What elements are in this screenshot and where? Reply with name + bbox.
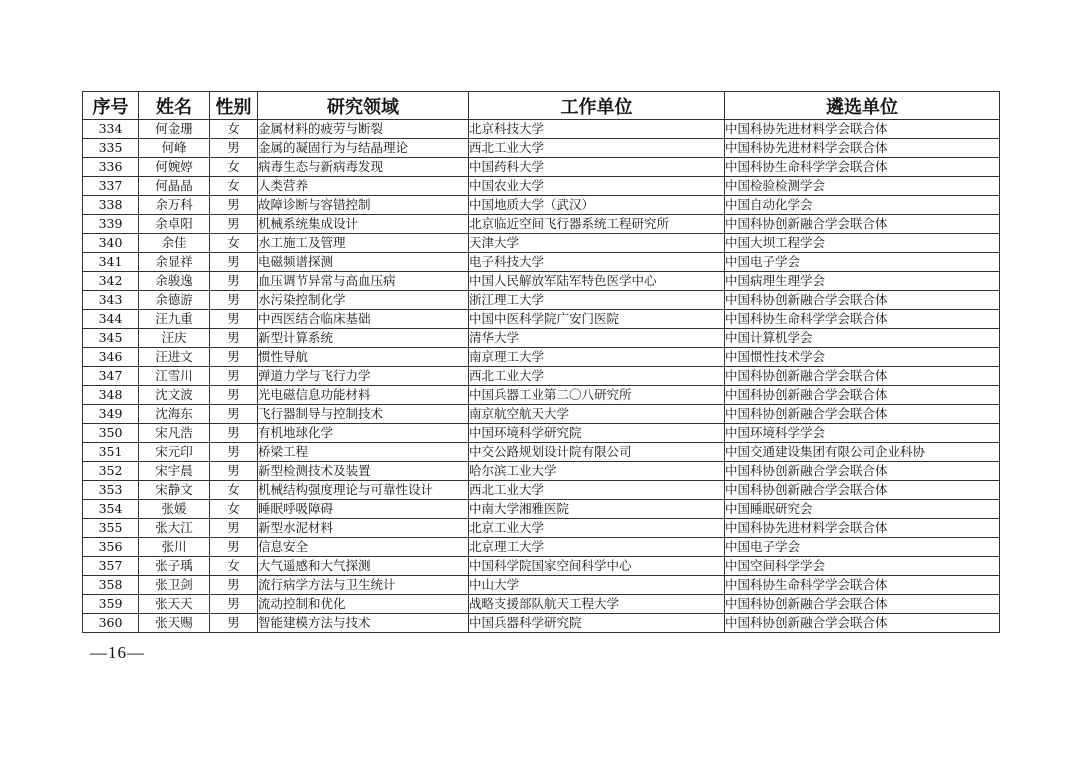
cell-name: 余骏逸 [139, 272, 210, 291]
cell-gender: 男 [210, 595, 258, 614]
cell-work-unit: 浙江理工大学 [469, 291, 725, 310]
cell-work-unit: 中国地质大学（武汉） [469, 196, 725, 215]
header-gender: 性别 [210, 92, 258, 120]
cell-research-field: 流行病学方法与卫生统计 [258, 576, 469, 595]
cell-name: 张天天 [139, 595, 210, 614]
table-row [83, 120, 1000, 139]
cell-name: 张卫剑 [139, 576, 210, 595]
cell-serial: 358 [83, 576, 139, 595]
cell-name: 张大江 [139, 519, 210, 538]
cell-selection-unit: 中国惯性技术学会 [725, 348, 1000, 367]
cell-name: 张子瑀 [139, 557, 210, 576]
table-row [83, 595, 1000, 614]
cell-gender: 男 [210, 196, 258, 215]
cell-selection-unit: 中国睡眠研究会 [725, 500, 1000, 519]
cell-serial: 347 [83, 367, 139, 386]
cell-serial: 337 [83, 177, 139, 196]
cell-serial: 355 [83, 519, 139, 538]
cell-work-unit: 中国兵器科学研究院 [469, 614, 725, 633]
cell-research-field: 电磁频谱探测 [258, 253, 469, 272]
cell-selection-unit: 中国检验检测学会 [725, 177, 1000, 196]
cell-selection-unit: 中国科协先进材料学会联合体 [725, 120, 1000, 139]
cell-name: 余卓阳 [139, 215, 210, 234]
cell-gender: 男 [210, 215, 258, 234]
cell-gender: 女 [210, 557, 258, 576]
cell-gender: 男 [210, 538, 258, 557]
table-row [83, 424, 1000, 443]
cell-research-field: 流动控制和优化 [258, 595, 469, 614]
cell-gender: 男 [210, 614, 258, 633]
cell-gender: 女 [210, 234, 258, 253]
cell-name: 何晶晶 [139, 177, 210, 196]
cell-gender: 男 [210, 139, 258, 158]
cell-serial: 342 [83, 272, 139, 291]
cell-selection-unit: 中国科协创新融合学会联合体 [725, 595, 1000, 614]
cell-name: 宋凡浩 [139, 424, 210, 443]
selection-table [82, 91, 1000, 633]
cell-research-field: 机械结构强度理论与可靠性设计 [258, 481, 469, 500]
cell-serial: 348 [83, 386, 139, 405]
cell-work-unit: 电子科技大学 [469, 253, 725, 272]
cell-research-field: 新型检测技术及装置 [258, 462, 469, 481]
cell-selection-unit: 中国科协生命科学学会联合体 [725, 576, 1000, 595]
cell-selection-unit: 中国科协先进材料学会联合体 [725, 519, 1000, 538]
table-row [83, 557, 1000, 576]
cell-gender: 男 [210, 462, 258, 481]
cell-work-unit: 中国兵器工业第二〇八研究所 [469, 386, 725, 405]
cell-name: 江雪川 [139, 367, 210, 386]
table-row [83, 614, 1000, 633]
cell-name: 沈海东 [139, 405, 210, 424]
cell-name: 张天赐 [139, 614, 210, 633]
cell-gender: 女 [210, 500, 258, 519]
cell-research-field: 智能建模方法与技术 [258, 614, 469, 633]
cell-work-unit: 天津大学 [469, 234, 725, 253]
cell-gender: 男 [210, 310, 258, 329]
table-row [83, 519, 1000, 538]
cell-serial: 344 [83, 310, 139, 329]
cell-research-field: 故障诊断与容错控制 [258, 196, 469, 215]
cell-research-field: 新型水泥材料 [258, 519, 469, 538]
cell-work-unit: 中国人民解放军陆军特色医学中心 [469, 272, 725, 291]
cell-gender: 女 [210, 120, 258, 139]
cell-serial: 345 [83, 329, 139, 348]
cell-selection-unit: 中国电子学会 [725, 253, 1000, 272]
cell-work-unit: 西北工业大学 [469, 481, 725, 500]
cell-work-unit: 中国环境科学研究院 [469, 424, 725, 443]
table-row [83, 196, 1000, 215]
cell-work-unit: 北京理工大学 [469, 538, 725, 557]
cell-selection-unit: 中国科协创新融合学会联合体 [725, 215, 1000, 234]
cell-work-unit: 中国科学院国家空间科学中心 [469, 557, 725, 576]
cell-name: 何婉婷 [139, 158, 210, 177]
cell-serial: 335 [83, 139, 139, 158]
table-row [83, 234, 1000, 253]
cell-work-unit: 战略支援部队航天工程大学 [469, 595, 725, 614]
cell-serial: 339 [83, 215, 139, 234]
cell-name: 余佳 [139, 234, 210, 253]
cell-serial: 341 [83, 253, 139, 272]
table-row [83, 329, 1000, 348]
cell-serial: 360 [83, 614, 139, 633]
header-research-field: 研究领域 [258, 92, 469, 120]
cell-work-unit: 西北工业大学 [469, 367, 725, 386]
cell-name: 宋元印 [139, 443, 210, 462]
cell-name: 汪进文 [139, 348, 210, 367]
cell-research-field: 新型计算系统 [258, 329, 469, 348]
table-row [83, 310, 1000, 329]
cell-gender: 男 [210, 329, 258, 348]
cell-name: 汪庆 [139, 329, 210, 348]
cell-selection-unit: 中国科协创新融合学会联合体 [725, 462, 1000, 481]
cell-selection-unit: 中国环境科学学会 [725, 424, 1000, 443]
cell-selection-unit: 中国科协创新融合学会联合体 [725, 614, 1000, 633]
cell-selection-unit: 中国计算机学会 [725, 329, 1000, 348]
cell-gender: 男 [210, 291, 258, 310]
cell-selection-unit: 中国空间科学学会 [725, 557, 1000, 576]
cell-name: 余显祥 [139, 253, 210, 272]
cell-serial: 346 [83, 348, 139, 367]
cell-serial: 340 [83, 234, 139, 253]
cell-serial: 352 [83, 462, 139, 481]
cell-name: 余万科 [139, 196, 210, 215]
cell-research-field: 信息安全 [258, 538, 469, 557]
table-header-row [83, 92, 1000, 120]
cell-research-field: 中西医结合临床基础 [258, 310, 469, 329]
cell-research-field: 人类营养 [258, 177, 469, 196]
cell-selection-unit: 中国病理生理学会 [725, 272, 1000, 291]
cell-selection-unit: 中国大坝工程学会 [725, 234, 1000, 253]
cell-work-unit: 哈尔滨工业大学 [469, 462, 725, 481]
cell-work-unit: 北京工业大学 [469, 519, 725, 538]
cell-research-field: 病毒生态与新病毒发现 [258, 158, 469, 177]
cell-research-field: 光电磁信息功能材料 [258, 386, 469, 405]
cell-name: 张川 [139, 538, 210, 557]
cell-name: 张媛 [139, 500, 210, 519]
cell-research-field: 睡眠呼吸障碍 [258, 500, 469, 519]
cell-name: 沈文波 [139, 386, 210, 405]
cell-name: 宋宇晨 [139, 462, 210, 481]
cell-serial: 338 [83, 196, 139, 215]
cell-gender: 男 [210, 424, 258, 443]
cell-work-unit: 南京航空航天大学 [469, 405, 725, 424]
cell-selection-unit: 中国科协生命科学学会联合体 [725, 158, 1000, 177]
cell-serial: 349 [83, 405, 139, 424]
cell-work-unit: 北京临近空间飞行器系统工程研究所 [469, 215, 725, 234]
cell-serial: 334 [83, 120, 139, 139]
cell-research-field: 金属的凝固行为与结晶理论 [258, 139, 469, 158]
cell-selection-unit: 中国科协创新融合学会联合体 [725, 386, 1000, 405]
cell-research-field: 桥梁工程 [258, 443, 469, 462]
header-selection-unit: 遴选单位 [725, 92, 1000, 120]
cell-name: 汪九重 [139, 310, 210, 329]
table-row [83, 158, 1000, 177]
cell-research-field: 金属材料的疲劳与断裂 [258, 120, 469, 139]
cell-serial: 343 [83, 291, 139, 310]
cell-serial: 351 [83, 443, 139, 462]
cell-work-unit: 清华大学 [469, 329, 725, 348]
cell-serial: 359 [83, 595, 139, 614]
cell-name: 何金珊 [139, 120, 210, 139]
cell-research-field: 弹道力学与飞行力学 [258, 367, 469, 386]
cell-gender: 男 [210, 253, 258, 272]
cell-gender: 女 [210, 158, 258, 177]
table-row [83, 272, 1000, 291]
cell-work-unit: 西北工业大学 [469, 139, 725, 158]
cell-gender: 女 [210, 177, 258, 196]
cell-serial: 354 [83, 500, 139, 519]
table-row [83, 405, 1000, 424]
cell-research-field: 血压调节异常与高血压病 [258, 272, 469, 291]
table-row [83, 481, 1000, 500]
table-row [83, 215, 1000, 234]
cell-work-unit: 中国中医科学院广安门医院 [469, 310, 725, 329]
table-row [83, 576, 1000, 595]
cell-research-field: 水污染控制化学 [258, 291, 469, 310]
cell-research-field: 水工施工及管理 [258, 234, 469, 253]
cell-serial: 357 [83, 557, 139, 576]
cell-serial: 353 [83, 481, 139, 500]
cell-gender: 女 [210, 481, 258, 500]
cell-research-field: 有机地球化学 [258, 424, 469, 443]
cell-selection-unit: 中国科协创新融合学会联合体 [725, 291, 1000, 310]
header-work-unit: 工作单位 [469, 92, 725, 120]
table-row [83, 386, 1000, 405]
cell-selection-unit: 中国科协创新融合学会联合体 [725, 405, 1000, 424]
cell-work-unit: 南京理工大学 [469, 348, 725, 367]
cell-selection-unit: 中国科协创新融合学会联合体 [725, 367, 1000, 386]
cell-serial: 356 [83, 538, 139, 557]
table-row [83, 139, 1000, 158]
cell-research-field: 飞行器制导与控制技术 [258, 405, 469, 424]
cell-selection-unit: 中国科协先进材料学会联合体 [725, 139, 1000, 158]
header-serial: 序号 [83, 92, 139, 120]
cell-work-unit: 中国药科大学 [469, 158, 725, 177]
table-row [83, 348, 1000, 367]
table-row [83, 253, 1000, 272]
cell-gender: 男 [210, 367, 258, 386]
cell-name: 余德游 [139, 291, 210, 310]
cell-gender: 男 [210, 443, 258, 462]
header-name: 姓名 [139, 92, 210, 120]
cell-work-unit: 中南大学湘雅医院 [469, 500, 725, 519]
cell-serial: 336 [83, 158, 139, 177]
cell-research-field: 机械系统集成设计 [258, 215, 469, 234]
table-row [83, 500, 1000, 519]
table-row [83, 291, 1000, 310]
cell-gender: 男 [210, 386, 258, 405]
cell-gender: 男 [210, 272, 258, 291]
cell-selection-unit: 中国电子学会 [725, 538, 1000, 557]
cell-gender: 男 [210, 348, 258, 367]
cell-name: 何峰 [139, 139, 210, 158]
cell-selection-unit: 中国交通建设集团有限公司企业科协 [725, 443, 1000, 462]
table-body [83, 120, 1000, 633]
cell-research-field: 大气遥感和大气探测 [258, 557, 469, 576]
cell-research-field: 惯性导航 [258, 348, 469, 367]
cell-work-unit: 中交公路规划设计院有限公司 [469, 443, 725, 462]
cell-serial: 350 [83, 424, 139, 443]
cell-name: 宋静文 [139, 481, 210, 500]
table-row [83, 538, 1000, 557]
cell-selection-unit: 中国自动化学会 [725, 196, 1000, 215]
cell-selection-unit: 中国科协生命科学学会联合体 [725, 310, 1000, 329]
page-number: —16— [90, 643, 145, 662]
table-row [83, 462, 1000, 481]
cell-work-unit: 北京科技大学 [469, 120, 725, 139]
cell-selection-unit: 中国科协创新融合学会联合体 [725, 481, 1000, 500]
cell-gender: 男 [210, 405, 258, 424]
cell-work-unit: 中山大学 [469, 576, 725, 595]
cell-work-unit: 中国农业大学 [469, 177, 725, 196]
table-row [83, 443, 1000, 462]
cell-gender: 男 [210, 519, 258, 538]
table-row [83, 177, 1000, 196]
cell-gender: 男 [210, 576, 258, 595]
table-row [83, 367, 1000, 386]
